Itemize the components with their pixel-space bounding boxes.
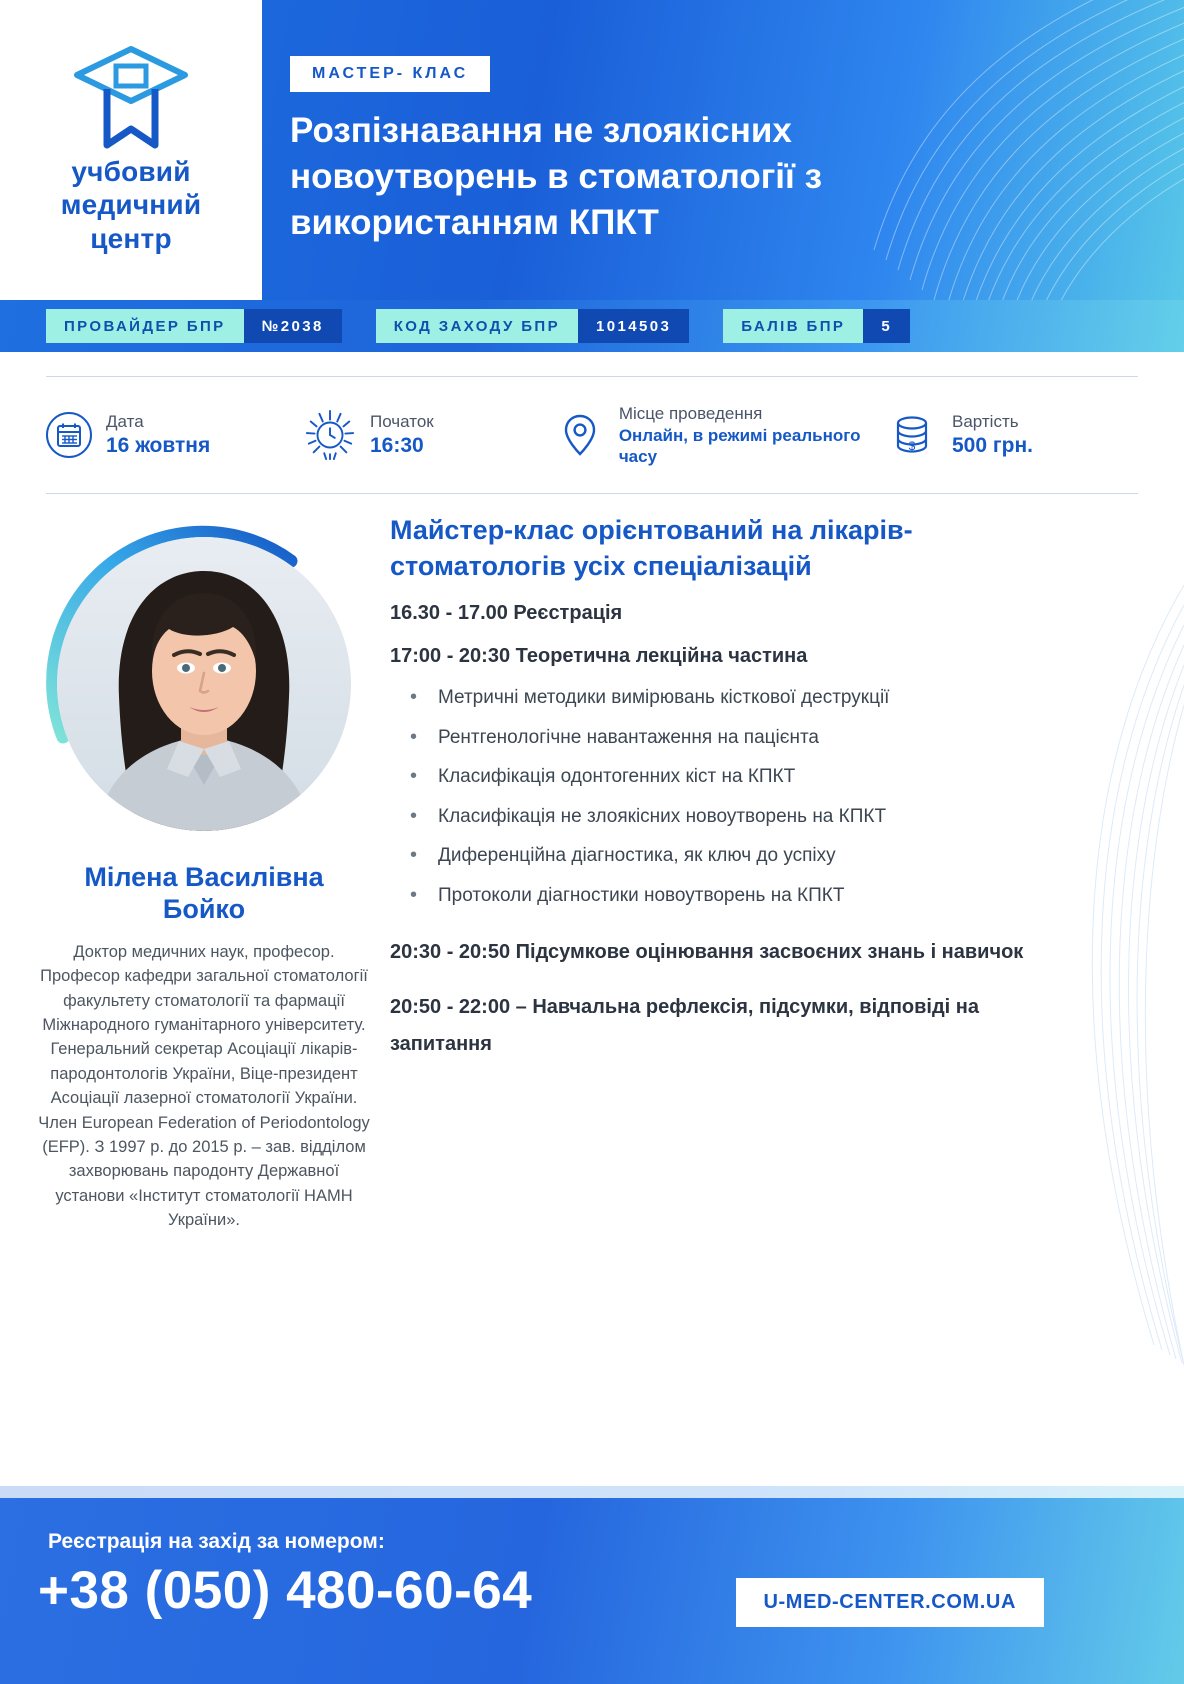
location-pin-icon [556, 409, 605, 461]
bpr-provider-label: ПРОВАЙДЕР БПР [46, 309, 244, 343]
footer-phone[interactable]: +38 (050) 480-60-64 [38, 1561, 533, 1620]
avatar [57, 537, 351, 831]
program-title: Майстер-клас орієнтований на лікарів-стоматологів усіх спеціалізацій [390, 515, 913, 581]
program-registration: 16.30 - 17.00 Реєстрація [390, 602, 623, 625]
logo-line-3: центр [90, 222, 172, 254]
info-start-label: Початок [370, 411, 434, 431]
info-price [886, 409, 1136, 461]
masterclass-badge: МАСТЕР- КЛАС [290, 56, 490, 92]
info-price-label: Вартість [952, 411, 1019, 431]
list-item: • Рентгенологічне навантаження на пацієнта [400, 718, 1080, 758]
bpr-chip-code [376, 309, 690, 343]
info-price-value: 500 грн. [952, 433, 1033, 457]
list-item: • Протоколи діагностики новоутворень на КПКТ [400, 876, 1080, 916]
speaker-block [34, 525, 374, 1233]
calendar-icon [46, 412, 92, 458]
speaker-bio: Доктор медичних наук, професор. Професор кафедри загальної стоматології факультету стоматології та фармації Міжнародного гуманітарного університету. Генеральний секретар Асоціації лікарів-пародонтологів України, Віце-президент Асоціації лазерної стоматології України. Член European Federation of Periodontology (EFP). З 1997 р. до 2015 р. – зав. відділом захворювань пародонту Державної установи «Інститут стоматології НАМН України». [38, 942, 370, 1230]
bpr-points-value: 5 [863, 309, 910, 343]
info-start-value: 16:30 [370, 433, 424, 457]
bpr-bar [0, 300, 1184, 352]
program-theory: 17:00 - 20:30 Теоретична лекційна частина [390, 645, 808, 668]
info-place-value: Онлайн, в режимі реального часу [618, 425, 861, 467]
graduation-cap-icon [69, 45, 193, 149]
bpr-code-value: 1014503 [578, 309, 689, 343]
info-date-label: Дата [106, 411, 144, 431]
poster-footer [0, 1498, 1184, 1684]
program-block [390, 513, 1080, 1069]
logo [0, 0, 262, 300]
list-item: • Метричні методики вимірювань кісткової деструкції [400, 678, 1080, 718]
speaker-name-line-1: Мілена Василівна [84, 862, 324, 892]
poster-body [0, 505, 1184, 1380]
info-place-label: Місце проведення [618, 403, 763, 423]
program-assessment: 20:30 - 20:50 Підсумкове оцінювання засвоєних знань і навичок [390, 940, 1024, 963]
speaker-photo-wrap [45, 525, 363, 843]
footer-accent-strip [0, 1486, 1184, 1498]
footer-website-button[interactable]: U-MED-CENTER.COM.UA [736, 1578, 1045, 1627]
bpr-provider-value: №2038 [244, 309, 342, 343]
info-start [304, 409, 556, 461]
clock-burst-icon [304, 409, 356, 461]
poster-header [0, 0, 1184, 300]
coins-icon [886, 409, 938, 461]
page-title: Розпізнавання не злоякісних новоутворень в стоматології з використанням КПКТ [290, 111, 822, 243]
program-reflection: 20:50 - 22:00 – Навчальна рефлексія, підсумки, відповіді на запитання [390, 995, 979, 1055]
speaker-name-line-2: Бойко [162, 894, 246, 925]
logo-line-1: учбовий [71, 156, 191, 188]
info-date-value: 16 жовтня [106, 433, 211, 457]
list-item: • Класифікація не злоякісних новоутворень на КПКТ [400, 797, 1080, 837]
info-place [556, 403, 886, 468]
bpr-chip-points [723, 309, 910, 343]
bpr-points-label: БАЛІВ БПР [723, 309, 863, 343]
info-date [46, 411, 304, 459]
list-item: • Класифікація одонтогенних кіст на КПКТ [400, 757, 1080, 797]
event-info-row [46, 376, 1138, 494]
svg-text:$: $ [908, 439, 916, 453]
list-item: • Диференційна діагностика, як ключ до успіху [400, 836, 1080, 876]
speaker-name [34, 861, 374, 926]
bpr-code-label: КОД ЗАХОДУ БПР [376, 309, 578, 343]
footer-registration-text: Реєстрація на захід за номером: [48, 1530, 385, 1553]
program-bullet-list [400, 678, 1080, 915]
bpr-chip-provider [46, 309, 342, 343]
logo-line-2: медичний [60, 189, 202, 221]
